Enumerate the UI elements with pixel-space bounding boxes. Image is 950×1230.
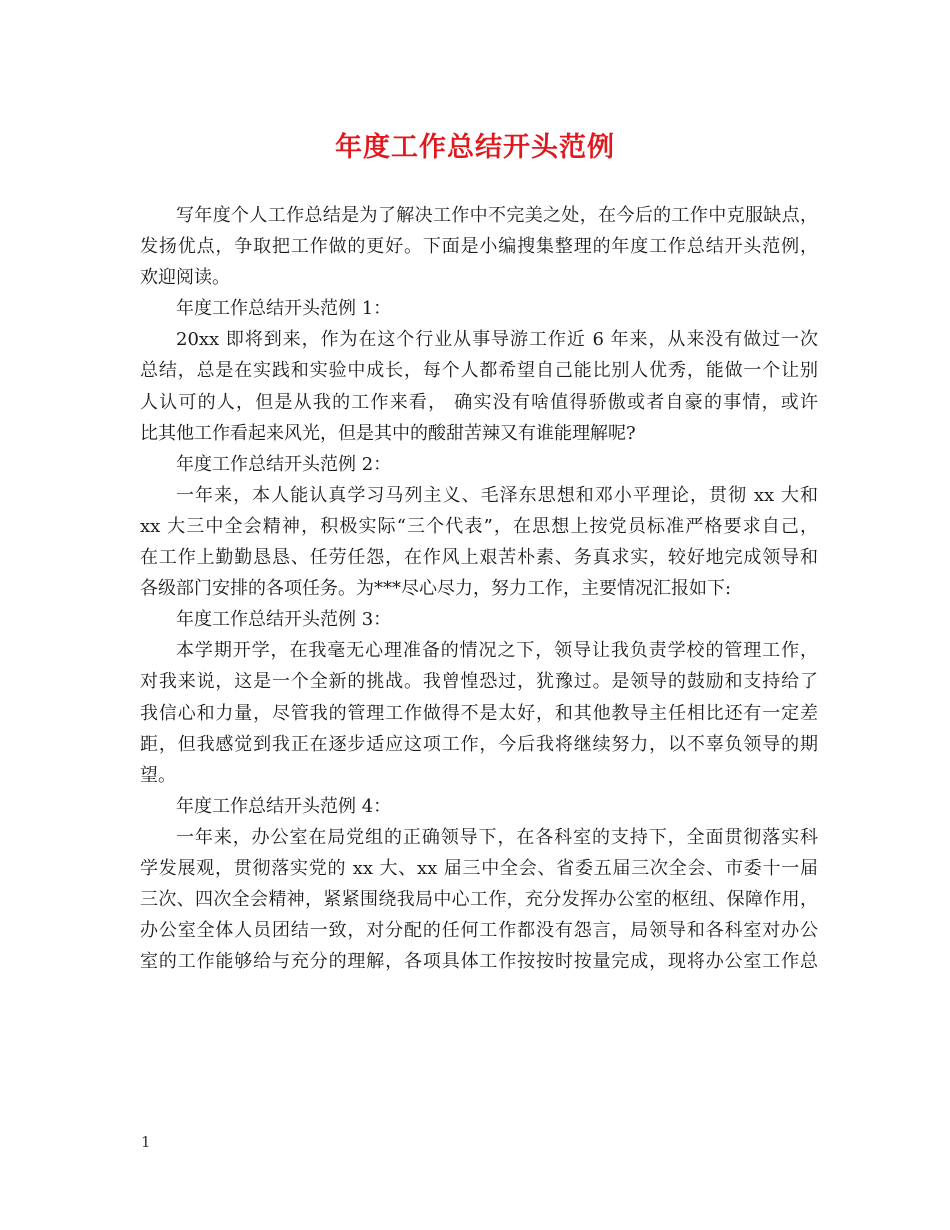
text-line: 一年来，本人能认真学习马列主义、毛泽东思想和邓小平理论，贯彻 xx 大和 xyxy=(176,484,818,506)
text-line: 办公室全体人员团结一致，对分配的任何工作都没有怨言，局领导和各科室对办公 xyxy=(140,920,818,942)
text-line: 在工作上勤勤恳恳、任劳任怨，在作风上艰苦朴素、务真求实，较好地完成领导和 xyxy=(140,547,818,569)
text-line: 发扬优点，争取把工作做的更好。下面是小编搜集整理的年度工作总结开头范例， xyxy=(140,236,818,258)
document-title: 年度工作总结开头范例 xyxy=(335,132,615,163)
text-line: 距，但我感觉到我正在逐步适应这项工作，今后我将继续努力，以不辜负领导的期 xyxy=(140,733,818,755)
text-line: 对我来说，这是一个全新的挑战。我曾惶恐过，犹豫过。是领导的鼓励和支持给了 xyxy=(140,671,818,693)
text-line: 20xx 即将到来，作为在这个行业从事导游工作近 6 年来，从来没有做过一次 xyxy=(176,329,818,351)
text-line: 欢迎阅读。 xyxy=(140,267,230,289)
document-body xyxy=(140,200,818,977)
text-line: 年度工作总结开头范例 1： xyxy=(176,298,392,320)
text-line: 三次、四次全会精神，紧紧围绕我局中心工作，充分发挥办公室的枢纽、保障作用， xyxy=(140,889,818,911)
text-line: 写年度个人工作总结是为了解决工作中不完美之处，在今后的工作中克服缺点， xyxy=(176,205,818,226)
text-line: 我信心和力量，尽管我的管理工作做得不是太好，和其他教导主任相比还有一定差 xyxy=(140,702,818,724)
text-line: 学发展观，贯彻落实党的 xx 大、xx 届三中全会、省委五届三次全会、市委十一届 xyxy=(140,857,818,879)
text-line: 一年来，办公室在局党组的正确领导下，在各科室的支持下，全面贯彻落实科 xyxy=(176,826,818,848)
text-line: 望。 xyxy=(140,764,176,786)
text-line: 室的工作能够给与充分的理解，各项具体工作按按时按量完成，现将办公室工作总 xyxy=(140,951,818,973)
text-line: xx 大三中全会精神，积极实际“三个代表”，在思想上按党员标准严格要求自己， xyxy=(140,515,818,537)
page-number: 1 xyxy=(141,1133,151,1151)
text-line: 年度工作总结开头范例 4： xyxy=(176,795,392,817)
text-line: 年度工作总结开头范例 3： xyxy=(176,609,392,631)
text-line: 人认可的人，但是从我的工作来看， 确实没有啥值得骄傲或者自豪的事情，或许 xyxy=(140,391,818,413)
text-line: 年度工作总结开头范例 2： xyxy=(176,453,392,475)
text-line: 比其他工作看起来风光，但是其中的酸甜苦辣又有谁能理解呢? xyxy=(140,422,636,444)
text-line: 本学期开学，在我毫无心理准备的情况之下，领导让我负责学校的管理工作， xyxy=(176,640,818,662)
text-line: 总结，总是在实践和实验中成长，每个人都希望自己能比别人优秀，能做一个让别 xyxy=(140,360,818,382)
text-line: 各级部门安排的各项任务。为***尽心尽力，努力工作，主要情况汇报如下: xyxy=(140,578,732,600)
